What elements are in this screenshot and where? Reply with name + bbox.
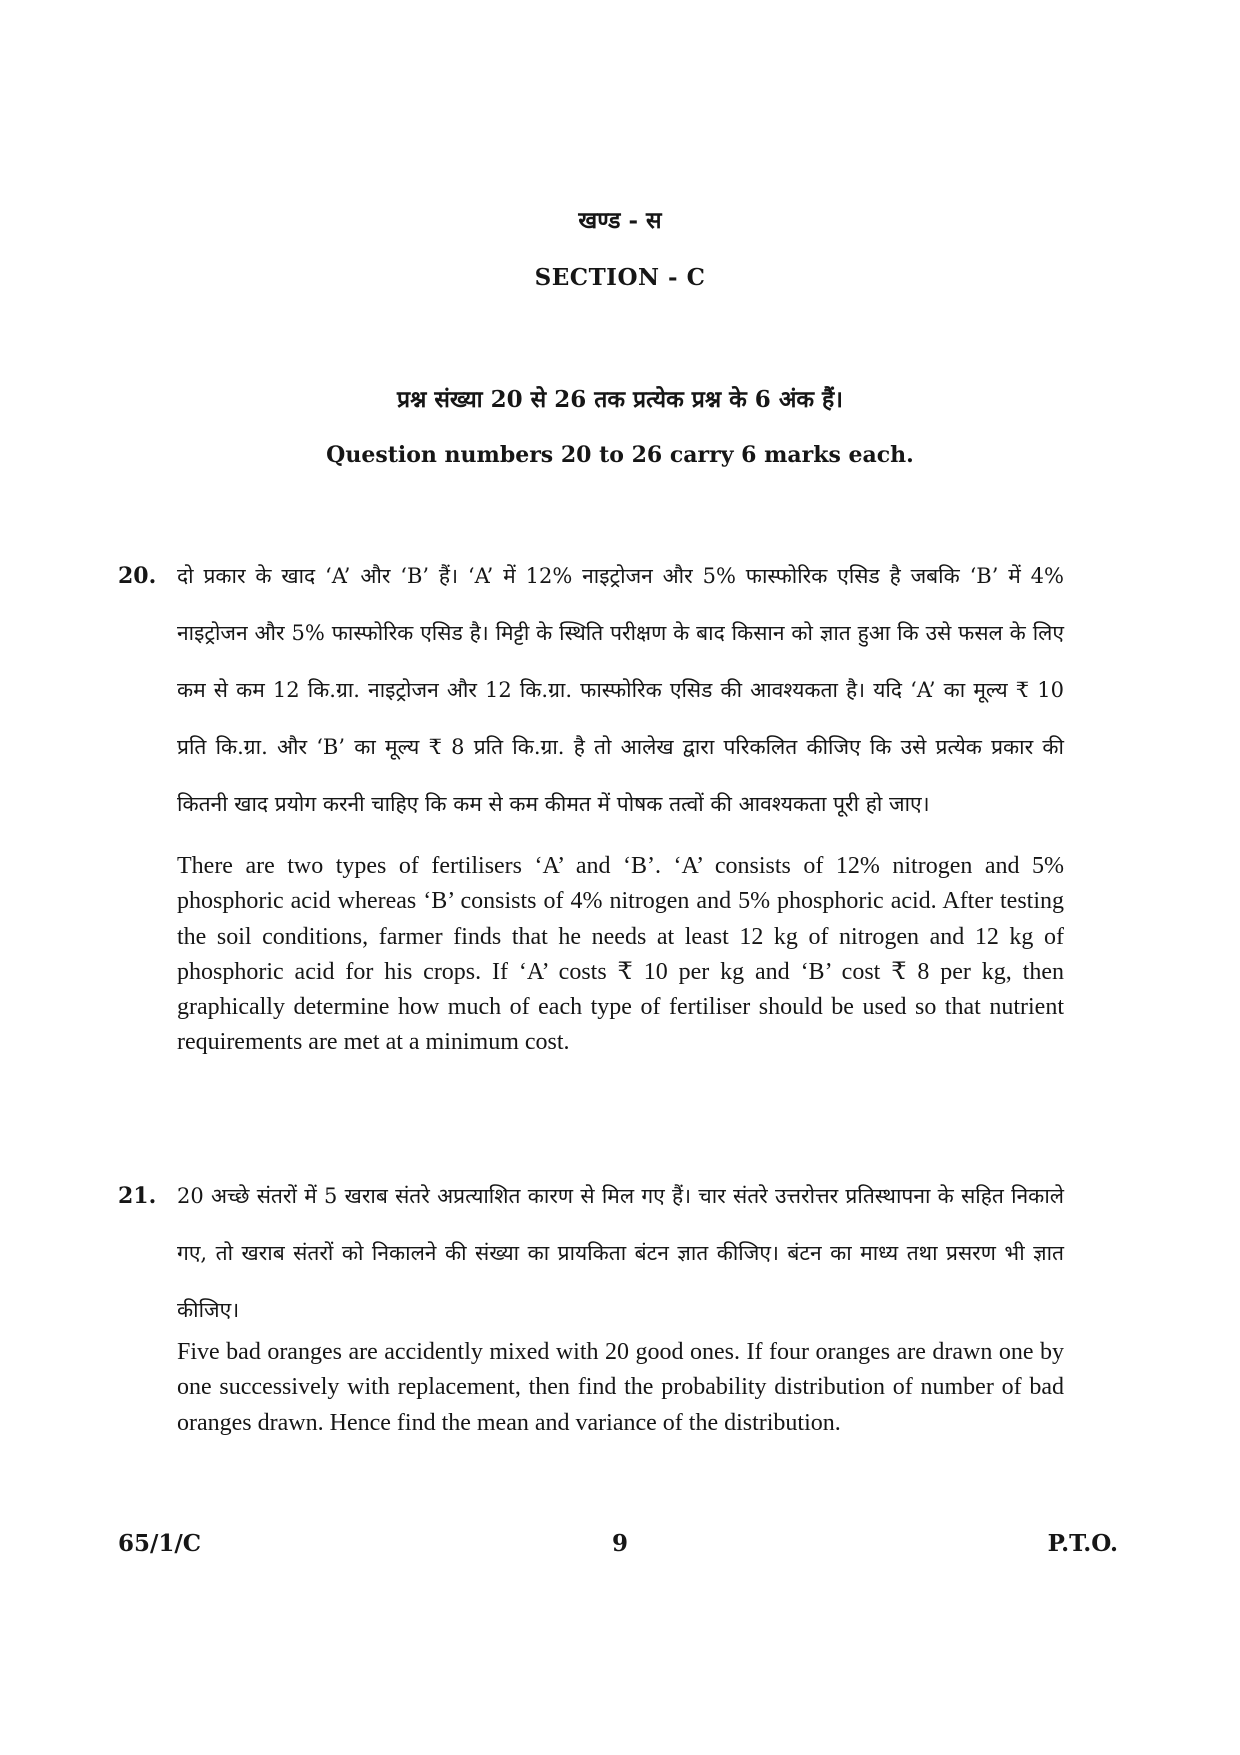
question-text-hindi: 20 अच्छे संतरों में 5 खराब संतरे अप्रत्याशित कारण से मिल गए हैं। चार संतरे उत्तरोत्तर प्रतिस्थापना के सहित निकाले गए, तो खराब संतरों को निकालने की संख्या का प्रायकिता बंटन ज्ञात कीजिए। बंटन का माध्य तथा प्रसरण भी ज्ञात कीजिए। — [177, 1184, 1064, 1322]
question-text-hindi: दो प्रकार के खाद ‘A’ और ‘B’ हैं। ‘A’ में 12% नाइट्रोजन और 5% फास्फोरिक एसिड है जबकि ‘B’ में 4% नाइट्रोजन और 5% फास्फोरिक एसिड है। मिट्टी के स्थिति परीक्षण के बाद किसान को ज्ञात हुआ कि उसे फसल के लिए कम से कम 12 कि.ग्रा. नाइट्रोजन और 12 कि.ग्रा. फास्फोरिक एसिड की आवश्यकता है। यदि ‘A’ का मूल्य ₹ 10 प्रति कि.ग्रा. और ‘B’ का मूल्य ₹ 8 प्रति कि.ग्रा. है तो आलेख द्वारा परिकलित कीजिए कि उसे प्रत्येक प्रकार की कितनी खाद प्रयोग करनी चाहिए कि कम से कम कीमत में पोषक तत्वों की आवश्यकता पूरी हो जाए। — [177, 564, 1064, 816]
paper-code: 65/1/C — [118, 1530, 202, 1557]
question-number: 20. — [118, 563, 157, 589]
question-text-english: There are two types of fertilisers ‘A’ and ‘B’. ‘A’ consists of 12% nitrogen and 5% phosphoric acid whereas ‘B’ consists of 4% nitrogen and 5% phosphoric acid. After testing the soil conditions, farmer finds that he needs at least 12 kg of nitrogen and 12 kg of phosphoric acid for his crops. If ‘A’ costs ₹ 10 per kg and ‘B’ cost ₹ 8 per kg, then graphically determine how much of each type of fertiliser should be used so that nutrient requirements are met at a minimum cost. — [177, 853, 1064, 1056]
page-number: 9 — [611, 1530, 628, 1557]
marks-instruction-hindi: प्रश्न संख्या 20 से 26 तक प्रत्येक प्रश्न के 6 अंक हैं। — [396, 386, 843, 413]
question-number: 21. — [118, 1183, 157, 1209]
please-turn-over: P.T.O. — [1047, 1530, 1118, 1557]
question-text-english: Five bad oranges are accidently mixed with 20 good ones. If four oranges are drawn one by one successively with replacement, then find the probability distribution of number of bad oranges drawn. Hence find the mean and variance of the distribution. — [177, 1339, 1064, 1436]
section-heading-hindi: खण्ड - स — [578, 207, 662, 234]
marks-instruction-english: Question numbers 20 to 26 carry 6 marks each. — [326, 442, 914, 468]
section-heading-english: SECTION - C — [534, 264, 706, 291]
